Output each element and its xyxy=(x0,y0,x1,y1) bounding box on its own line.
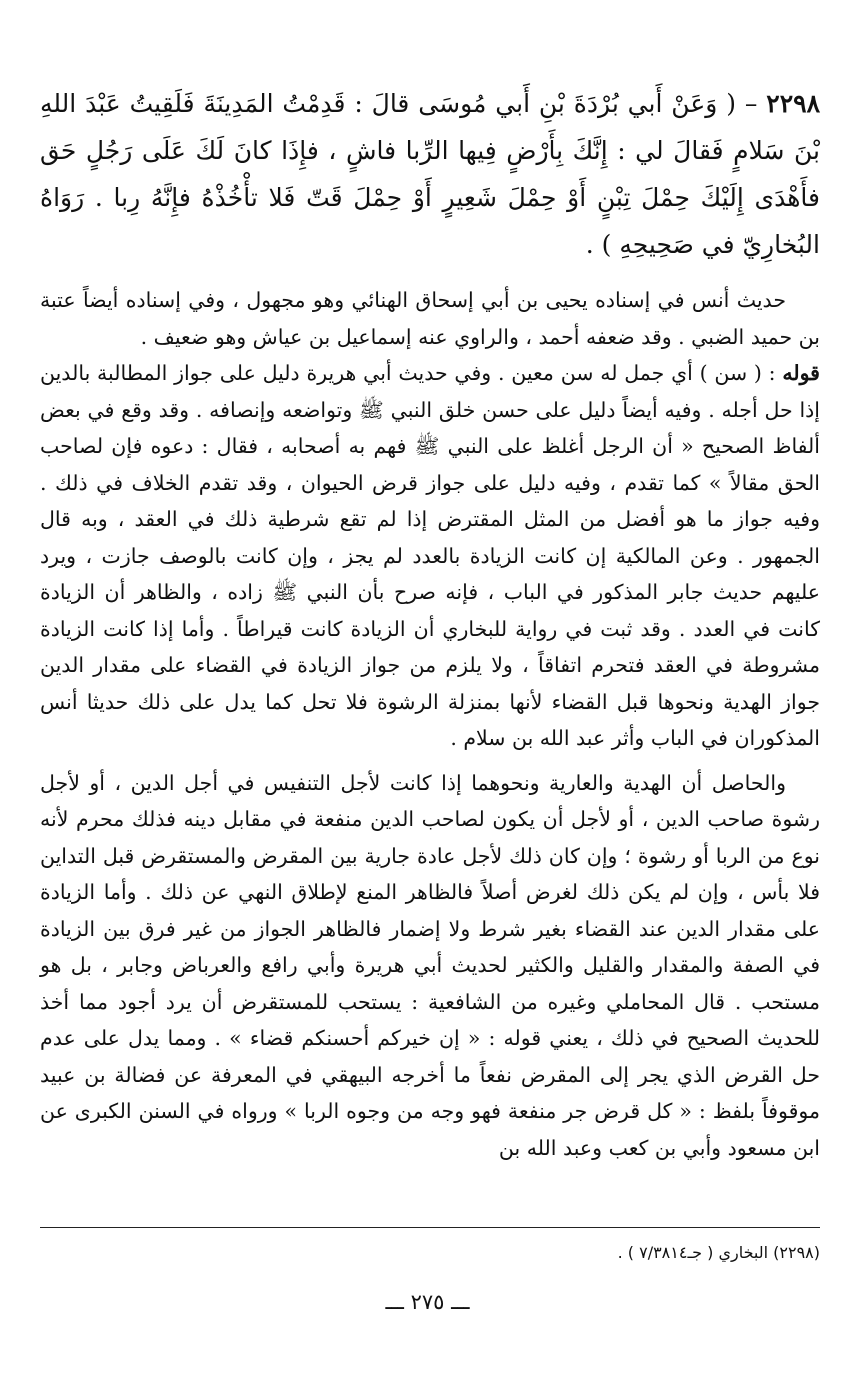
commentary-paragraph-2 xyxy=(40,355,820,757)
footnote-divider xyxy=(40,1227,820,1228)
commentary-paragraph-1: حديث أنس في إسناده يحيى بن أبي إسحاق الهنائي وهو مجهول ، وفي إسناده أيضاً عتبة بن حميد الضبي . وقد ضعفه أحمد ، والراوي عنه إسماعيل بن عياش وهو ضعيف . xyxy=(40,288,820,349)
page-body xyxy=(40,80,820,1166)
footnote: (٢٢٩٨) البخاري ( جـ٧/٣٨١٤ ) . xyxy=(617,1243,820,1262)
hadith-body: – ( وَعَنْ أَبي بُرْدَةَ بْنِ أَبي مُوسَى قالَ : قَدِمْتُ المَدِينَةَ فَلَقِيتُ عَبْدَ اللهِ بْنَ سَلامٍ فَقالَ لي : إِنَّكَ بِأَرْضٍ فِيها الرِّبا فاشٍ ، فإِذَا كانَ لَكَ عَلَى رَجُلٍ حَق فأَهْدَى إِلَيْكَ حِمْلَ تِبْنٍ أَوْ حِمْلَ شَعِيرٍ أَوْ حِمْلَ قَتّ فَلا تأْخُذْهُ فإِنَّهُ رِبا . رَوَاهُ البُخارِيّ في صَحِيحِهِ ) . xyxy=(40,89,820,259)
commentary-paragraph-2-text: : ( سن ) أي جمل له سن معين . وفي حديث أبي هريرة دليل على جواز المطالبة بالدين إذا حل أجله . وفيه أيضاً دليل على حسن خلق النبي ﷺ وتواضعه وإنصافه . وقد وقع في بعض ألفاظ الصحيح « أن الرجل أغلظ على النبي ﷺ فهم به أصحابه ، فقال : دعوه فإن لصاحب الحق مقالاً » كما تقدم ، وفيه دليل على جواز قرض الحيوان ، وقد تقدم الخلاف في ذلك . وفيه جواز ما هو أفضل من المثل المقترض إذا لم تقع شرطية ذلك في العقد ، وبه قال الجمهور . وعن المالكية إن كانت الزيادة بالعدد لم يجز ، وإن كانت بالوصف جازت ، ويرد عليهم حديث جابر المذكور في الباب ، فإنه صرح بأن النبي ﷺ زاده ، والظاهر أن الزيادة كانت في العدد . وقد ثبت في رواية للبخاري أن الزيادة كانت قيراطاً . وأما إذا كانت الزيادة مشروطة في العقد فتحرم اتفاقاً ، ولا يلزم من جواز الزيادة في القضاء على مقدار الدين جواز الهدية ونحوها قبل القضاء لأنها بمنزلة الرشوة فلا تحل كما يدل على ذلك حديثا أنس المذكوران في الباب وأثر عبد الله بن سلام . xyxy=(40,361,820,750)
hadith-number: ٢٢٩٨ xyxy=(766,89,820,118)
page-number: ـــ ٢٧٥ ـــ xyxy=(385,1290,470,1314)
hadith-text xyxy=(40,80,820,268)
keyword-qawluhu: قوله xyxy=(782,361,820,385)
commentary-paragraph-3: والحاصل أن الهدية والعارية ونحوهما إذا كانت لأجل التنفيس في أجل الدين ، أو لأجل رشوة صاحب الدين ، أو لأجل أن يكون لصاحب الدين منفعة في مقابل دينه فذلك محرم لأنه نوع من الربا أو رشوة ؛ وإن كان ذلك لأجل عادة جارية بين المقرض والمستقرض قبل التداين فلا بأس ، وإن لم يكن ذلك لغرض أصلاً فالظاهر المنع لإطلاق النهي عن ذلك . وأما الزيادة على مقدار الدين عند القضاء بغير شرط ولا إضمار فالظاهر الجواز من غير فرق بين الزيادة في الصفة والمقدار والقليل والكثير لحديث أبي هريرة وأبي رافع والعرباض وجابر ، بل هو مستحب . قال المحاملي وغيره من الشافعية : يستحب للمستقرض أن يرد أجود مما أخذ للحديث الصحيح في ذلك ، يعني قوله : « إن خيركم أحسنكم قضاء » . ومما يدل على عدم حل القرض الذي يجر إلى المقرض نفعاً ما أخرجه البيهقي في المعرفة عن فضالة بن عبيد موقوفاً بلفظ : « كل قرض جر منفعة فهو وجه من وجوه الربا » ورواه في السنن الكبرى عن ابن مسعود وأبي بن كعب وعبد الله بن xyxy=(40,770,820,1160)
